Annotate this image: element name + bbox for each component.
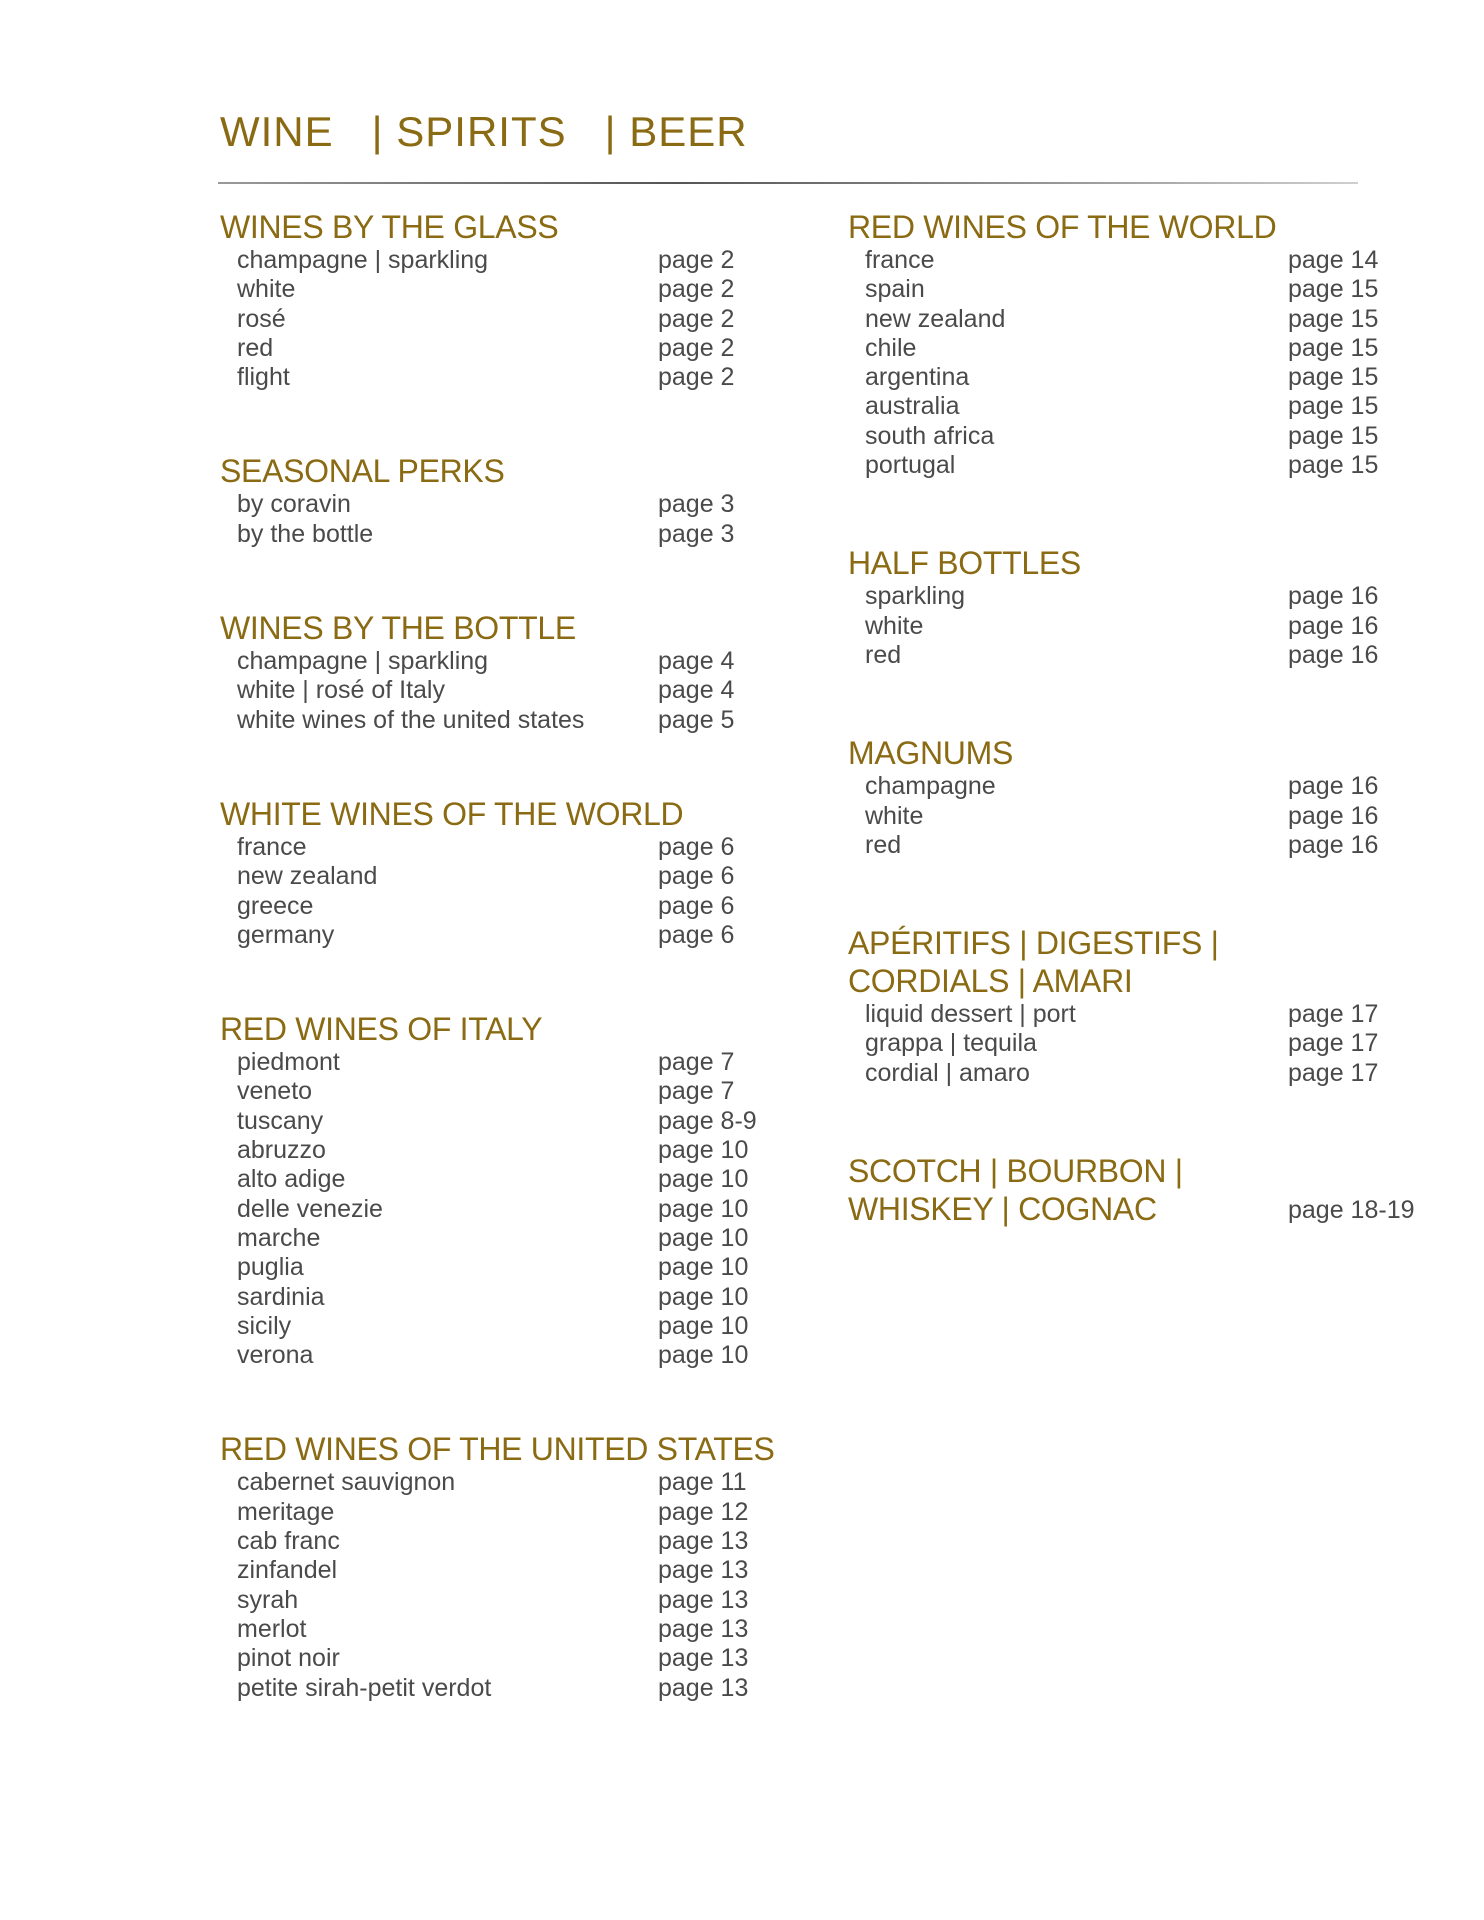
section-wines-by-the-bottle	[220, 609, 780, 735]
item-name: new zealand	[865, 304, 1006, 333]
list-item[interactable]	[220, 1644, 780, 1673]
item-page: page 18-19	[1288, 1196, 1415, 1225]
section-title-line: APÉRITIFS | DIGESTIFS |	[848, 925, 1219, 962]
section-title: RED WINES OF ITALY	[220, 1011, 543, 1048]
item-page: page 6	[658, 832, 735, 861]
item-page: page 15	[1288, 275, 1379, 304]
item-page: page 4	[658, 676, 735, 705]
header-divider	[218, 182, 1358, 184]
section-title-line: CORDIALS | AMARI	[848, 963, 1133, 1000]
item-page: page 2	[658, 304, 735, 333]
item-name: rosé	[237, 304, 286, 333]
item-list	[220, 1048, 780, 1370]
section-red-wines-of-the-world	[848, 208, 1418, 480]
list-item[interactable]	[220, 1468, 780, 1497]
list-item[interactable]	[220, 275, 780, 304]
item-name: sparkling	[865, 582, 966, 611]
list-item[interactable]	[220, 1498, 780, 1527]
list-item[interactable]	[848, 422, 1418, 451]
item-name: france	[865, 246, 935, 274]
list-item[interactable]	[848, 831, 1418, 860]
item-name: germany	[237, 920, 335, 949]
item-page: page 16	[1288, 830, 1379, 859]
item-page: page 12	[658, 1497, 749, 1526]
item-name: sicily	[237, 1311, 292, 1340]
item-name: chile	[865, 333, 917, 362]
item-page: page 13	[658, 1585, 749, 1614]
item-name: white | rosé of Italy	[237, 676, 445, 705]
item-list	[848, 246, 1418, 480]
item-page: page 7	[658, 1077, 735, 1106]
item-page: page 14	[1288, 246, 1379, 274]
item-page: page 10	[658, 1311, 749, 1340]
list-item[interactable]	[220, 1615, 780, 1644]
section-red-wines-of-italy	[220, 1010, 780, 1370]
item-page: page 13	[658, 1527, 749, 1556]
list-item[interactable]	[220, 1556, 780, 1585]
list-item[interactable]	[220, 1195, 780, 1224]
item-page: page 10	[658, 1194, 749, 1223]
item-name: cordial | amaro	[865, 1058, 1030, 1087]
page-title: WINE | SPIRITS | BEER	[220, 108, 748, 155]
item-name: red	[865, 830, 902, 859]
item-name: france	[237, 832, 307, 861]
item-name: delle venezie	[237, 1194, 383, 1223]
item-name: petite sirah-petit verdot	[237, 1673, 492, 1702]
list-item[interactable]	[848, 363, 1418, 392]
item-name: verona	[237, 1341, 314, 1370]
item-page: page 2	[658, 246, 735, 274]
item-name: grappa | tequila	[865, 1029, 1037, 1058]
section-title: RED WINES OF THE WORLD	[848, 209, 1277, 245]
item-page: page 10	[658, 1341, 749, 1370]
item-page: page 10	[658, 1253, 749, 1282]
list-item[interactable]	[220, 490, 780, 519]
list-item[interactable]	[220, 676, 780, 705]
list-item[interactable]	[220, 1341, 780, 1370]
item-name: by coravin	[237, 490, 351, 519]
item-name: flight	[237, 363, 290, 392]
item-page: page 16	[1288, 801, 1379, 830]
item-page: page 15	[1288, 304, 1379, 333]
item-page: page 16	[1288, 640, 1379, 669]
item-name: sardinia	[237, 1282, 325, 1311]
item-page: page 10	[658, 1223, 749, 1252]
item-page: page 15	[1288, 363, 1379, 392]
item-page: page 11	[658, 1468, 747, 1497]
section-scotch-bourbon[interactable]	[848, 1152, 1418, 1228]
item-page: page 13	[658, 1644, 749, 1673]
section-title-line: SCOTCH | BOURBON |	[848, 1153, 1183, 1190]
item-page: page 4	[658, 647, 735, 676]
item-name: by the bottle	[237, 519, 374, 548]
item-page: page 3	[658, 519, 735, 548]
item-page: page 15	[1288, 333, 1379, 362]
section-white-wines-of-the-world	[220, 795, 780, 950]
list-item[interactable]	[220, 1107, 780, 1136]
list-item[interactable]	[220, 363, 780, 392]
item-page: page 6	[658, 891, 735, 920]
item-list	[220, 246, 780, 392]
item-page: page 13	[658, 1673, 749, 1702]
list-item[interactable]	[220, 1253, 780, 1282]
item-name: abruzzo	[237, 1136, 326, 1165]
item-page: page 15	[1288, 392, 1379, 421]
left-column	[220, 208, 780, 1703]
item-name: spain	[865, 275, 925, 304]
item-page: page 10	[658, 1282, 749, 1311]
list-item[interactable]	[220, 1077, 780, 1106]
section-title: RED WINES OF THE UNITED STATES	[220, 1431, 775, 1468]
list-item[interactable]	[220, 1527, 780, 1556]
item-page: page 13	[658, 1614, 749, 1643]
section-wines-by-the-glass	[220, 208, 780, 392]
item-page: page 17	[1288, 1058, 1379, 1087]
item-list	[848, 772, 1418, 860]
list-item[interactable]	[220, 1312, 780, 1341]
item-name: champagne | sparkling	[237, 246, 489, 274]
item-name: alto adige	[237, 1165, 346, 1194]
item-name: tuscany	[237, 1106, 324, 1135]
item-name: portugal	[865, 451, 956, 480]
item-page: page 15	[1288, 451, 1379, 480]
item-page: page 10	[658, 1136, 749, 1165]
item-page: page 2	[658, 333, 735, 362]
item-page: page 8-9	[658, 1106, 757, 1135]
item-name: merlot	[237, 1614, 307, 1643]
section-title: MAGNUMS	[848, 735, 1014, 772]
item-page: page 2	[658, 363, 735, 392]
item-name: white	[237, 275, 296, 304]
section-title: WHITE WINES OF THE WORLD	[220, 795, 684, 832]
list-item[interactable]	[220, 1283, 780, 1312]
list-item[interactable]	[848, 275, 1418, 304]
list-item[interactable]	[848, 772, 1418, 801]
list-item[interactable]	[220, 647, 780, 676]
list-item[interactable]	[848, 392, 1418, 421]
list-item[interactable]	[220, 1136, 780, 1165]
item-name: liquid dessert | port	[865, 1000, 1076, 1029]
list-item[interactable]	[220, 246, 780, 275]
item-page: page 2	[658, 275, 735, 304]
item-page: page 6	[658, 862, 735, 891]
list-item[interactable]	[220, 892, 780, 921]
section-title: WINES BY THE GLASS	[220, 209, 559, 245]
item-name: cab franc	[237, 1527, 340, 1556]
item-page: page 16	[1288, 772, 1379, 801]
item-page: page 10	[658, 1165, 749, 1194]
item-name: argentina	[865, 363, 970, 392]
list-item[interactable]	[220, 706, 780, 735]
item-list	[848, 582, 1418, 670]
section-half-bottles	[848, 544, 1418, 670]
section-title: HALF BOTTLES	[848, 545, 1081, 582]
item-list	[220, 1468, 780, 1702]
right-column	[848, 208, 1418, 1228]
item-name: cabernet sauvignon	[237, 1468, 456, 1497]
list-item[interactable]	[220, 305, 780, 334]
item-list	[220, 833, 780, 950]
list-item[interactable]	[220, 1224, 780, 1253]
list-item[interactable]	[220, 921, 780, 950]
list-item[interactable]	[848, 612, 1418, 641]
item-name: white wines of the united states	[237, 705, 585, 734]
list-item[interactable]	[220, 1586, 780, 1615]
item-name: piedmont	[237, 1048, 340, 1077]
item-page: page 15	[1288, 421, 1379, 450]
section-magnums	[848, 734, 1418, 860]
list-item[interactable]	[848, 305, 1418, 334]
list-item[interactable]	[848, 1029, 1418, 1058]
item-name: south africa	[865, 421, 995, 450]
list-item[interactable]	[848, 641, 1418, 670]
item-page: page 5	[658, 705, 735, 734]
item-page: page 16	[1288, 582, 1379, 611]
item-page: page 16	[1288, 611, 1379, 640]
item-list	[220, 647, 780, 735]
item-list	[220, 490, 780, 549]
item-name: marche	[237, 1223, 321, 1252]
list-item[interactable]	[220, 1165, 780, 1194]
list-item[interactable]	[220, 334, 780, 363]
section-title: WINES BY THE BOTTLE	[220, 610, 576, 647]
list-item[interactable]	[220, 862, 780, 891]
item-name: greece	[237, 891, 314, 920]
item-name: new zealand	[237, 862, 378, 891]
section-title-line: WHISKEY | COGNAC	[848, 1191, 1157, 1228]
list-item[interactable]	[220, 520, 780, 549]
item-name: syrah	[237, 1585, 299, 1614]
item-name: puglia	[237, 1253, 304, 1282]
item-list	[848, 1000, 1418, 1088]
list-item[interactable]	[848, 1000, 1418, 1029]
item-name: zinfandel	[237, 1556, 338, 1585]
item-page: page 17	[1288, 1029, 1379, 1058]
section-seasonal-perks	[220, 452, 780, 549]
item-page: page 3	[658, 490, 735, 519]
item-name: pinot noir	[237, 1644, 340, 1673]
list-item[interactable]	[848, 1059, 1418, 1088]
item-name: red	[237, 333, 274, 362]
item-name: champagne | sparkling	[237, 647, 489, 676]
item-page: page 17	[1288, 1000, 1379, 1029]
item-name: red	[865, 640, 902, 669]
section-red-wines-of-the-united-states	[220, 1430, 780, 1702]
list-item[interactable]	[848, 334, 1418, 363]
section-aperitifs-digestifs	[848, 924, 1418, 1088]
list-item[interactable]	[848, 802, 1418, 831]
list-item[interactable]	[848, 451, 1418, 480]
section-title: SEASONAL PERKS	[220, 453, 505, 490]
section-title	[848, 924, 1418, 1000]
list-item[interactable]	[220, 1048, 780, 1077]
item-name: champagne	[865, 772, 996, 801]
item-page: page 7	[658, 1048, 735, 1077]
item-page: page 13	[658, 1556, 749, 1585]
list-item[interactable]	[848, 582, 1418, 611]
item-page: page 6	[658, 920, 735, 949]
item-name: veneto	[237, 1077, 313, 1106]
item-name: australia	[865, 392, 960, 421]
item-name: white	[865, 611, 924, 640]
item-name: meritage	[237, 1497, 335, 1526]
item-name: white	[865, 801, 924, 830]
list-item[interactable]	[220, 833, 780, 862]
list-item[interactable]	[220, 1674, 780, 1703]
list-item[interactable]	[848, 246, 1418, 275]
